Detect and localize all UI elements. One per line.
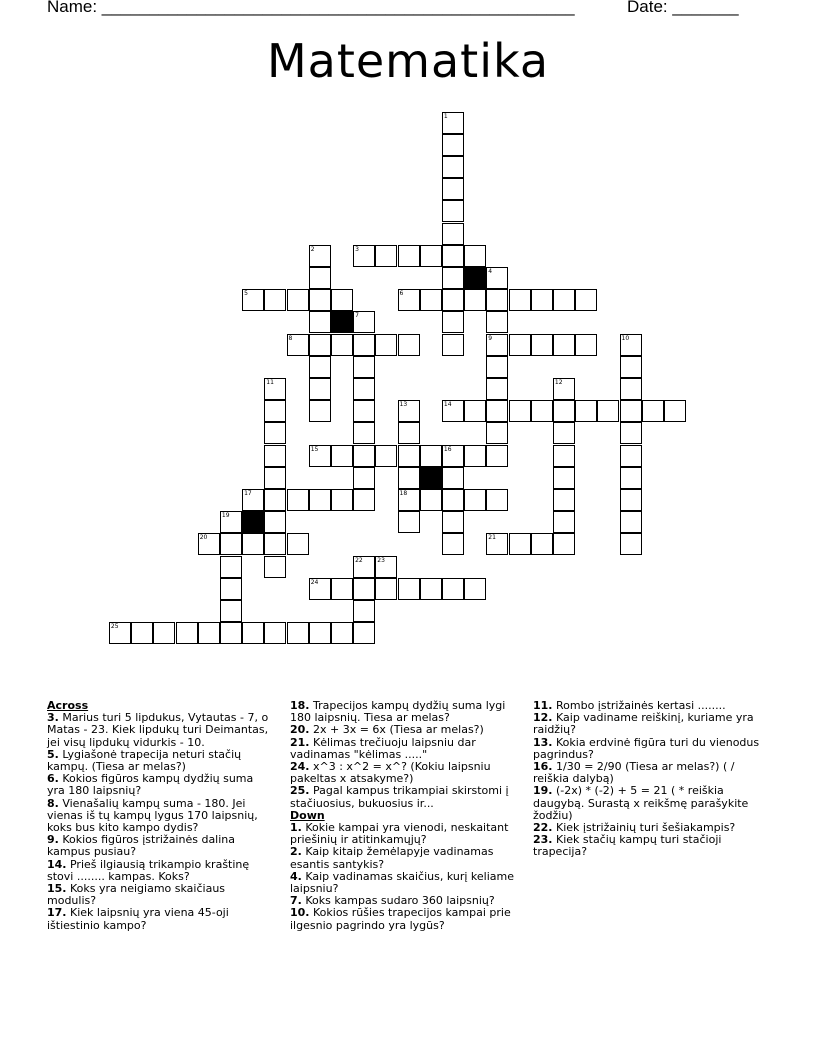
grid-cell[interactable] — [442, 334, 464, 356]
name-line: Name: __________________________________________________ — [47, 0, 575, 16]
down-clue — [290, 871, 518, 895]
across-clue — [47, 773, 272, 797]
grid-cell[interactable] — [486, 356, 508, 378]
grid-cell[interactable] — [353, 311, 375, 333]
grid-cell[interactable] — [287, 334, 309, 356]
grid-cell[interactable] — [398, 467, 420, 489]
grid-cell[interactable] — [442, 311, 464, 333]
grid-cell[interactable] — [309, 311, 331, 333]
grid-cell[interactable] — [664, 400, 686, 422]
grid-cell[interactable] — [553, 378, 575, 400]
grid-cell[interactable] — [509, 334, 531, 356]
across-clue — [47, 883, 272, 907]
grid-cell[interactable] — [287, 489, 309, 511]
grid-cell[interactable] — [264, 400, 286, 422]
clue-number: 6 — [399, 290, 404, 298]
grid-cell[interactable] — [442, 134, 464, 156]
clue-text: Lygiašonė trapecija neturi stačių kampų. (Tiesa ar melas?) — [47, 747, 242, 774]
clue-number: 20. — [290, 723, 310, 737]
across-clue-list — [47, 712, 272, 932]
grid-cell[interactable] — [331, 622, 353, 644]
grid-cell[interactable] — [353, 245, 375, 267]
clue-number: 3 — [355, 245, 359, 253]
grid-cell[interactable] — [353, 400, 375, 422]
grid-cell[interactable] — [553, 533, 575, 555]
clue-number: 11. — [533, 699, 553, 712]
clue-text: Pagal kampus trikampiai skirstomi į stačiuosius, bukuosius ir... — [290, 784, 509, 810]
grid-cell[interactable] — [131, 622, 153, 644]
grid-cell[interactable] — [442, 223, 464, 245]
grid-cell[interactable] — [509, 289, 531, 311]
grid-cell[interactable] — [420, 289, 442, 311]
clue-text: Kiek stačių kampų turi stačioji trapecija? — [533, 833, 722, 859]
clue-text: Marius turi 5 lipdukus, Vytautas - 7, o Matas - 23. Kiek lipdukų turi Deimantas, jei visų lipdukų vidurkis - 10. — [47, 711, 269, 749]
clue-number: 21. — [290, 735, 310, 749]
grid-cell[interactable] — [264, 289, 286, 311]
grid-cell[interactable] — [442, 289, 464, 311]
grid-cell[interactable] — [442, 489, 464, 511]
grid-cell[interactable] — [309, 356, 331, 378]
clue-number: 14 — [443, 401, 452, 409]
clue-text: Kaip vadinamas skaičius, kurį keliame laipsniu? — [290, 869, 514, 896]
grid-cell[interactable] — [642, 400, 664, 422]
grid-cell[interactable] — [442, 200, 464, 222]
grid-cell[interactable] — [420, 445, 442, 467]
grid-cell[interactable] — [486, 422, 508, 444]
clue-text: Koks kampas sudaro 360 laipsnių? — [301, 894, 495, 908]
grid-cell[interactable] — [375, 245, 397, 267]
grid-cell[interactable] — [331, 489, 353, 511]
grid-cell[interactable] — [287, 533, 309, 555]
grid-cell[interactable] — [264, 378, 286, 400]
grid-cell[interactable] — [375, 578, 397, 600]
clue-number: 13. — [533, 735, 553, 749]
grid-cell[interactable] — [220, 578, 242, 600]
grid-cell[interactable] — [531, 289, 553, 311]
clue-number: 25 — [110, 623, 119, 631]
clue-number: 14. — [47, 857, 67, 871]
down-clue — [533, 761, 763, 785]
grid-cell[interactable] — [398, 400, 420, 422]
down-clue — [290, 846, 518, 870]
grid-cell[interactable] — [553, 334, 575, 356]
clue-number: 18 — [399, 489, 408, 497]
clue-number: 4 — [488, 267, 493, 275]
grid-cell[interactable] — [553, 511, 575, 533]
grid-cell[interactable] — [264, 467, 286, 489]
grid-cell[interactable] — [264, 556, 286, 578]
clue-number: 8. — [47, 796, 59, 810]
across-clue — [47, 749, 272, 773]
grid-cell[interactable] — [553, 400, 575, 422]
clue-text: Kokios figūros kampų dydžių suma yra 180 laipsnių? — [47, 772, 254, 798]
grid-cell[interactable] — [242, 489, 264, 511]
down-clue — [290, 907, 518, 931]
grid-cell[interactable] — [464, 445, 486, 467]
grid-cell[interactable] — [486, 334, 508, 356]
clue-number: 8 — [288, 334, 293, 342]
grid-cell[interactable] — [109, 622, 131, 644]
grid-cell[interactable] — [553, 422, 575, 444]
grid-cell[interactable] — [486, 533, 508, 555]
down-clue — [533, 737, 763, 761]
grid-cell[interactable] — [553, 289, 575, 311]
clue-number: 1 — [443, 112, 448, 120]
grid-cell[interactable] — [442, 112, 464, 134]
clues-column-3 — [533, 700, 763, 859]
down-clue-list-continued — [533, 700, 763, 859]
clue-number: 10 — [621, 334, 630, 342]
grid-cell[interactable] — [442, 245, 464, 267]
grid-cell[interactable] — [442, 400, 464, 422]
clue-text: Trapecijos kampų dydžių suma lygi 180 laipsnių. Tiesa ar melas? — [290, 699, 506, 725]
across-clue — [47, 834, 272, 858]
grid-cell[interactable] — [353, 467, 375, 489]
grid-cell[interactable] — [220, 533, 242, 555]
across-clue — [47, 712, 272, 749]
clue-number: 24. — [290, 760, 310, 774]
grid-cell[interactable] — [620, 445, 642, 467]
grid-cell[interactable] — [309, 489, 331, 511]
clue-number: 17. — [47, 906, 67, 920]
clue-number: 9 — [488, 334, 493, 342]
clue-number: 23. — [533, 833, 553, 847]
grid-cell[interactable] — [242, 289, 264, 311]
down-clue — [533, 834, 763, 858]
grid-cell[interactable] — [375, 556, 397, 578]
clues-column-1 — [47, 700, 272, 932]
grid-cell[interactable] — [442, 267, 464, 289]
grid-cell[interactable] — [331, 578, 353, 600]
grid-cell[interactable] — [264, 489, 286, 511]
grid-cell[interactable] — [331, 289, 353, 311]
grid-cell[interactable] — [331, 334, 353, 356]
across-clue — [290, 737, 518, 761]
grid-cell[interactable] — [309, 378, 331, 400]
clue-number: 15 — [310, 445, 319, 453]
grid-cell[interactable] — [220, 556, 242, 578]
clue-text: Koks yra neigiamo skaičiaus modulis? — [47, 882, 226, 908]
grid-cell[interactable] — [398, 511, 420, 533]
clue-text: Kokios rūšies trapecijos kampai prie ilgesnio pagrindo yra lygūs? — [290, 906, 511, 932]
clue-number: 7. — [290, 894, 302, 908]
grid-cell[interactable] — [486, 489, 508, 511]
grid-cell[interactable] — [353, 622, 375, 644]
clue-text: Vienašalių kampų suma - 180. Jei vienas iš tų kampų lygus 170 laipsnių, koks bus kito kampo dydis? — [47, 796, 258, 835]
grid-cell[interactable] — [353, 356, 375, 378]
grid-cell[interactable] — [575, 334, 597, 356]
clue-number: 9. — [47, 833, 59, 847]
clue-text: Kokios figūros įstrižainės dalina kampus pusiau? — [47, 833, 236, 859]
grid-cell[interactable] — [264, 422, 286, 444]
grid-cell[interactable] — [464, 578, 486, 600]
grid-cell[interactable] — [353, 378, 375, 400]
across-clue — [47, 859, 272, 883]
down-clue — [290, 822, 518, 846]
clue-text: Kokia erdvinė figūra turi du vienodus pagrindus? — [533, 735, 760, 761]
grid-cell[interactable] — [242, 533, 264, 555]
grid-cell[interactable] — [620, 511, 642, 533]
grid-cell[interactable] — [398, 289, 420, 311]
black-square — [420, 467, 442, 489]
black-square — [331, 311, 353, 333]
grid-cell[interactable] — [553, 467, 575, 489]
down-clue — [533, 785, 763, 822]
grid-cell[interactable] — [620, 467, 642, 489]
across-clue — [47, 907, 272, 931]
grid-cell[interactable] — [464, 245, 486, 267]
grid-cell[interactable] — [309, 400, 331, 422]
grid-cell[interactable] — [620, 356, 642, 378]
grid-cell[interactable] — [264, 533, 286, 555]
grid-cell[interactable] — [287, 289, 309, 311]
clue-number: 19 — [221, 512, 230, 520]
grid-cell[interactable] — [353, 556, 375, 578]
grid-cell[interactable] — [287, 622, 309, 644]
across-clue — [290, 700, 518, 724]
clue-text: (-2x) * (-2) + 5 = 21 ( * reiškia daugybą. Surastą x reikšmę parašykite žodžiu) — [533, 784, 749, 822]
clue-number: 22 — [355, 556, 363, 564]
grid-cell[interactable] — [309, 445, 331, 467]
grid-cell[interactable] — [420, 489, 442, 511]
clue-number: 15. — [47, 882, 67, 896]
grid-cell[interactable] — [398, 445, 420, 467]
clue-number: 16 — [443, 445, 452, 453]
grid-cell[interactable] — [309, 245, 331, 267]
grid-cell[interactable] — [420, 578, 442, 600]
grid-cell[interactable] — [486, 400, 508, 422]
clue-number: 22. — [533, 821, 553, 835]
grid-cell[interactable] — [509, 400, 531, 422]
grid-cell[interactable] — [264, 622, 286, 644]
grid-cell[interactable] — [486, 311, 508, 333]
across-clue — [47, 798, 272, 835]
grid-cell[interactable] — [464, 289, 486, 311]
grid-cell[interactable] — [486, 378, 508, 400]
clue-number: 5 — [244, 290, 248, 298]
across-clue-list-continued — [290, 700, 518, 810]
clue-text: 1/30 = 2/90 (Tiesa ar melas?) ( / reiškia dalybą) — [533, 760, 735, 786]
grid-cell[interactable] — [309, 578, 331, 600]
clue-text: Kaip kitaip žemėlapyje vadinamas esantis santykis? — [290, 845, 494, 871]
grid-cell[interactable] — [464, 400, 486, 422]
grid-cell[interactable] — [597, 400, 619, 422]
page-title: Matematika — [266, 34, 550, 88]
grid-cell[interactable] — [309, 289, 331, 311]
clue-number: 13 — [399, 401, 408, 409]
grid-cell[interactable] — [309, 334, 331, 356]
clue-number: 21 — [488, 534, 496, 542]
grid-cell[interactable] — [153, 622, 175, 644]
grid-cell[interactable] — [198, 533, 220, 555]
clue-number: 16. — [533, 760, 553, 774]
clue-number: 4. — [290, 869, 302, 883]
grid-cell[interactable] — [331, 445, 353, 467]
clue-number: 12 — [554, 378, 563, 386]
grid-cell[interactable] — [442, 533, 464, 555]
grid-cell[interactable] — [353, 422, 375, 444]
grid-cell[interactable] — [553, 445, 575, 467]
down-clue-list — [290, 822, 518, 932]
clue-text: Kėlimas trečiuoju laipsniu dar vadinamas "kėlimas ....." — [290, 735, 476, 761]
clue-number: 3. — [47, 711, 59, 725]
clue-number: 20 — [199, 534, 208, 542]
grid-cell[interactable] — [575, 289, 597, 311]
grid-cell[interactable] — [620, 334, 642, 356]
grid-cell[interactable] — [264, 511, 286, 533]
clue-text: 2x + 3x = 6x (Tiesa ar melas?) — [309, 723, 484, 737]
grid-cell[interactable] — [442, 445, 464, 467]
clue-number: 12. — [533, 711, 553, 725]
grid-cell[interactable] — [220, 600, 242, 622]
black-square — [242, 511, 264, 533]
clue-number: 6. — [47, 772, 59, 786]
grid-cell[interactable] — [620, 489, 642, 511]
clue-text: Kiek laipsnių yra viena 45-oji ištiestinio kampo? — [47, 906, 229, 932]
clue-number: 2. — [290, 845, 302, 859]
grid-cell[interactable] — [398, 245, 420, 267]
grid-cell[interactable] — [620, 378, 642, 400]
across-heading: Across — [47, 699, 89, 712]
clue-text: x^3 : x^2 = x^? (Kokiu laipsniu pakeltas x atsakyme?) — [290, 760, 491, 786]
grid-cell[interactable] — [220, 622, 242, 644]
clue-text: Rombo įstrižainės kertasi ........ — [552, 699, 726, 712]
clue-number: 23 — [377, 556, 385, 564]
grid-cell[interactable] — [620, 422, 642, 444]
grid-cell[interactable] — [264, 445, 286, 467]
grid-cell[interactable] — [176, 622, 198, 644]
grid-cell[interactable] — [486, 445, 508, 467]
grid-cell[interactable] — [531, 334, 553, 356]
grid-cell[interactable] — [442, 178, 464, 200]
grid-cell[interactable] — [531, 533, 553, 555]
grid-cell[interactable] — [442, 467, 464, 489]
down-heading: Down — [290, 808, 325, 822]
grid-cell[interactable] — [464, 489, 486, 511]
clue-text: Kiek įstrižainių turi šešiakampis? — [552, 821, 736, 835]
grid-cell[interactable] — [486, 267, 508, 289]
grid-cell[interactable] — [309, 622, 331, 644]
clue-number: 25. — [290, 784, 310, 798]
clue-number: 18. — [290, 699, 310, 712]
clue-text: Kaip vadiname reiškinį, kuriame yra raidžių? — [533, 711, 754, 737]
clue-number: 19. — [533, 784, 553, 798]
grid-cell[interactable] — [509, 533, 531, 555]
grid-cell[interactable] — [220, 511, 242, 533]
grid-cell[interactable] — [309, 267, 331, 289]
grid-cell[interactable] — [242, 622, 264, 644]
down-clue — [533, 712, 763, 736]
across-clue — [290, 785, 518, 809]
grid-cell[interactable] — [420, 245, 442, 267]
grid-cell[interactable] — [398, 489, 420, 511]
clue-number: 7 — [355, 312, 359, 320]
grid-cell[interactable] — [375, 334, 397, 356]
grid-cell[interactable] — [620, 400, 642, 422]
across-clue — [290, 761, 518, 785]
grid-cell[interactable] — [375, 445, 397, 467]
grid-cell[interactable] — [398, 334, 420, 356]
clue-number: 10. — [290, 906, 310, 920]
clue-number: 5. — [47, 747, 59, 761]
date-line: Date: _______ — [627, 0, 739, 16]
clue-number: 2 — [310, 245, 315, 253]
grid-cell[interactable] — [353, 445, 375, 467]
grid-cell[interactable] — [442, 156, 464, 178]
grid-cell[interactable] — [353, 489, 375, 511]
clue-number: 11 — [266, 378, 274, 386]
grid-cell[interactable] — [353, 600, 375, 622]
grid-cell[interactable] — [620, 533, 642, 555]
grid-cell[interactable] — [486, 289, 508, 311]
grid-cell[interactable] — [353, 578, 375, 600]
black-square — [464, 267, 486, 289]
clues-column-2 — [290, 700, 518, 932]
clue-number: 1. — [290, 821, 302, 835]
grid-cell[interactable] — [398, 578, 420, 600]
grid-cell[interactable] — [553, 489, 575, 511]
clue-number: 24 — [310, 578, 319, 586]
clue-number: 17 — [244, 489, 252, 497]
grid-cell[interactable] — [531, 400, 553, 422]
grid-cell[interactable] — [398, 422, 420, 444]
grid-cell[interactable] — [198, 622, 220, 644]
grid-cell[interactable] — [353, 334, 375, 356]
grid-cell[interactable] — [442, 578, 464, 600]
clue-text: Kokie kampai yra vienodi, neskaitant priešinių ir atitinkamųjų? — [290, 821, 509, 847]
grid-cell[interactable] — [442, 511, 464, 533]
grid-cell[interactable] — [575, 400, 597, 422]
clue-text: Prieš ilgiausią trikampio kraštinę stovi ........ kampas. Koks? — [47, 857, 250, 883]
